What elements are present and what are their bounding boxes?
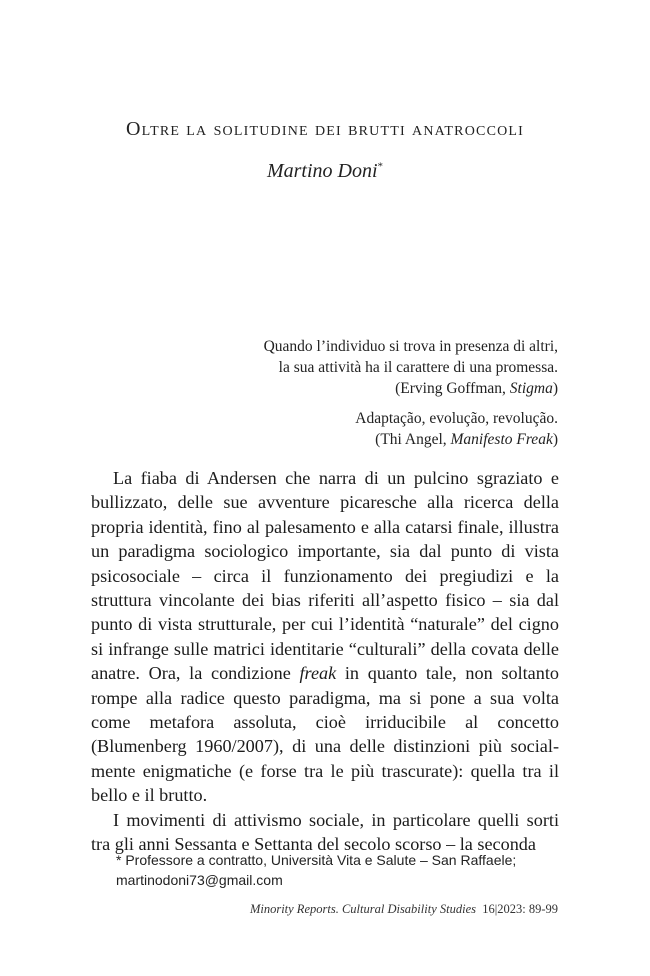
- article-author: [0, 160, 650, 183]
- footnote-email[interactable]: martinodoni73@gmail.com: [116, 872, 283, 888]
- epigraph-source-work: Manifesto Freak: [450, 431, 553, 448]
- body-paragraph-2: I movimenti di attivismo sociale, in particolare quelli sorti tra gli anni Sessanta e Settanta del secolo scorso – la seconda: [91, 809, 559, 855]
- epigraph-source-author: (Erving Goffman,: [395, 380, 510, 397]
- epigraph-source-author: (Thi Angel,: [375, 431, 451, 448]
- body-emphasis-freak: freak: [299, 663, 337, 684]
- body-text-segment: La fiaba di Andersen che narra di un pulcino sgraziato e bullizzato, delle sue avventure picaresche alla ricerca della propria identità, fino al palesamento e alla catarsi finale, illustra un paradigma sociologico importante, sia dal punto di vista psicosociale – circa il funzionamento dei pregiudizi e la struttura vincolante dei bias riferiti all’aspetto fisico – sia dal punto di vista strutturale, per cui l’identità “naturale” del cigno si infrange sulle matrici identitarie “culturali” della covata delle anatre. Ora, la condizione: [91, 468, 559, 684]
- epigraph-source-close: ): [552, 380, 558, 397]
- epigraph-source-close: ): [552, 431, 558, 448]
- journal-name: Minority Reports. Cultural Disability Studies: [249, 902, 476, 916]
- author-name: Martino Doni: [266, 160, 378, 182]
- body-paragraph-1: [91, 466, 559, 808]
- footnote-affiliation: * Professore a contratto, Università Vita e Salute – San Raffaele;: [116, 852, 517, 868]
- author-footnote: [116, 850, 576, 890]
- epigraph-source-work: Stigma: [509, 380, 553, 397]
- epigraph-goffman: [264, 336, 558, 399]
- article-body: [91, 466, 559, 857]
- epigraph-line: Adaptação, evolução, revolução.: [355, 410, 558, 427]
- epigraph-angel: [355, 408, 558, 450]
- journal-footer: [250, 902, 558, 917]
- epigraph-line: la sua attività ha il carattere di una promessa.: [278, 359, 558, 376]
- epigraph-source: [355, 429, 558, 450]
- article-title: Oltre la solitudine dei brutti anatroccoli: [125, 118, 525, 140]
- body-text-segment: in quanto tale, non soltanto rompe alla radice questo paradigma, ma si pone a sua volta come metafora assoluta, cioè irriducibile al concetto (Blumenberg 1960/2007), di una delle distinzioni più socialmente enigmatiche (e forse tra le più trascurate): quella tra il bello e il brutto.: [91, 663, 559, 806]
- author-footnote-marker[interactable]: *: [377, 160, 384, 173]
- epigraph-line: Quando l’individuo si trova in presenza di altri,: [263, 338, 558, 355]
- journal-issue-pages: 16|2023: 89-99: [482, 902, 558, 916]
- epigraph-source: [264, 378, 558, 399]
